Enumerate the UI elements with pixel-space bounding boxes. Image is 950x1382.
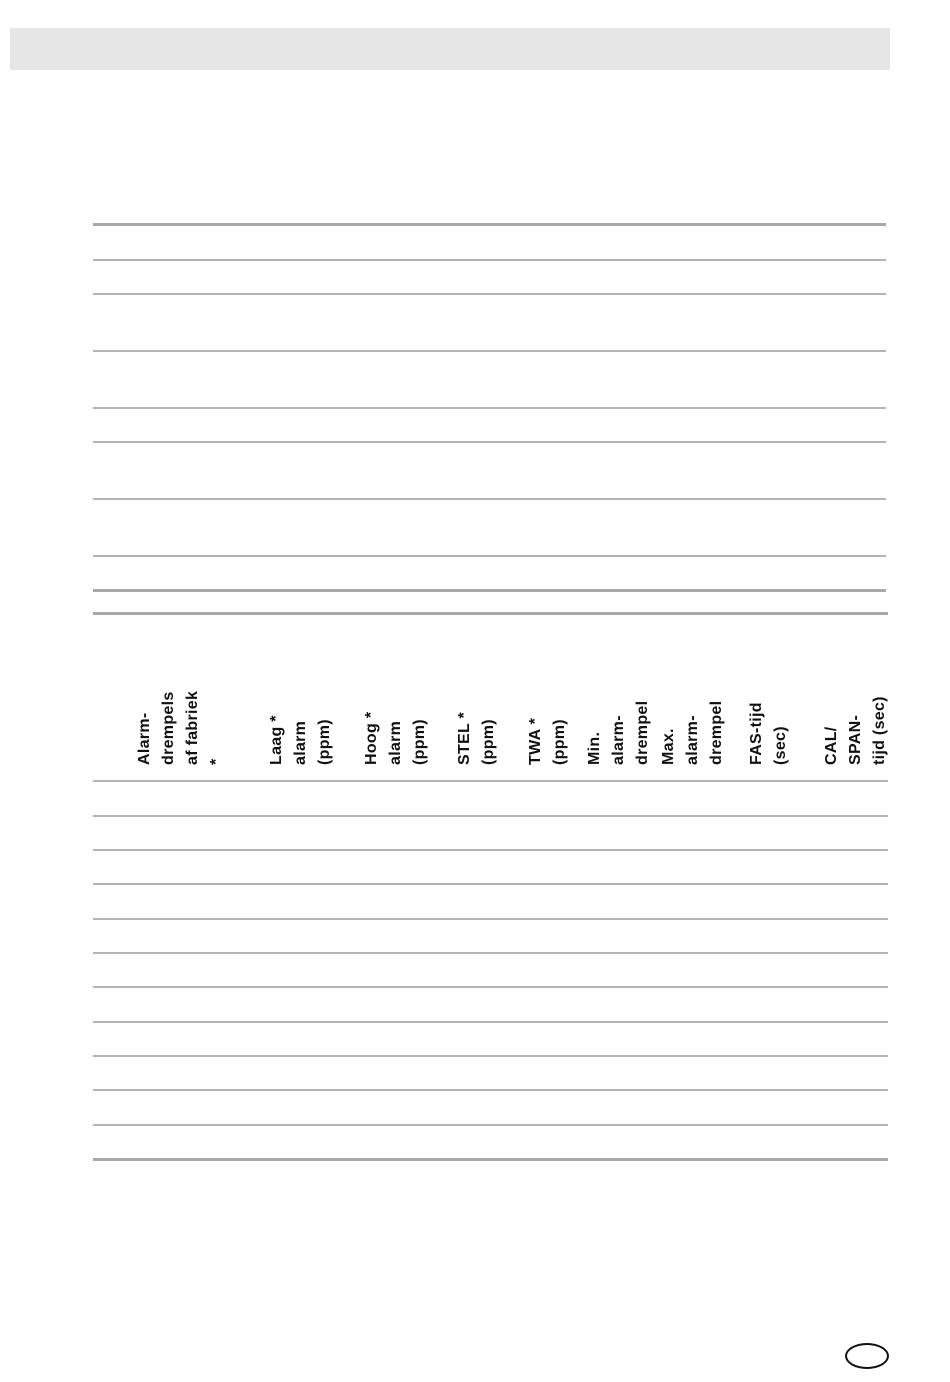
country-code-badge [845,1343,889,1369]
table-row [93,498,886,500]
column-header-label: Alarm- drempels af fabriek * [136,690,225,765]
table-row [93,883,888,885]
table-row [93,555,886,557]
table-row [93,407,886,409]
column-header-stel [453,640,533,765]
column-header-label: Laag * alarm (ppm) [268,715,333,765]
table-rule [93,1158,888,1161]
column-header-high [360,640,440,765]
table-row [93,918,888,920]
column-header-label: STEL * (ppm) [456,711,497,765]
column-header-label: Min. alarm- drempel [586,700,651,765]
table-row [93,1089,888,1091]
column-header-low [265,640,345,765]
column-header-fas [745,640,825,765]
column-header-max [657,640,737,765]
table-row [93,293,886,295]
table-rule [93,223,886,226]
column-header-label: CAL/ SPAN- tijd (sec) [823,696,888,765]
column-header-label: TWA * (ppm) [527,717,568,765]
table-row [93,1124,888,1126]
table-row [93,441,886,443]
column-header-cal [820,640,900,765]
column-header-factory [133,640,225,765]
table-row [93,986,888,988]
column-header-label: Max. alarm- drempel [660,700,725,765]
table-row [93,1055,888,1057]
table-rule [93,589,886,592]
table-row [93,350,886,352]
table-row [93,780,888,782]
table-rule [93,612,888,615]
table-row [93,815,888,817]
column-header-label: Hoog * alarm (ppm) [363,711,428,765]
table-row [93,1021,888,1023]
table-row [93,952,888,954]
table-row [93,259,886,261]
header-bar [10,28,890,70]
column-header-label: FAS-tijd (sec) [748,702,789,765]
column-header-min [583,640,663,765]
table-row [93,849,888,851]
